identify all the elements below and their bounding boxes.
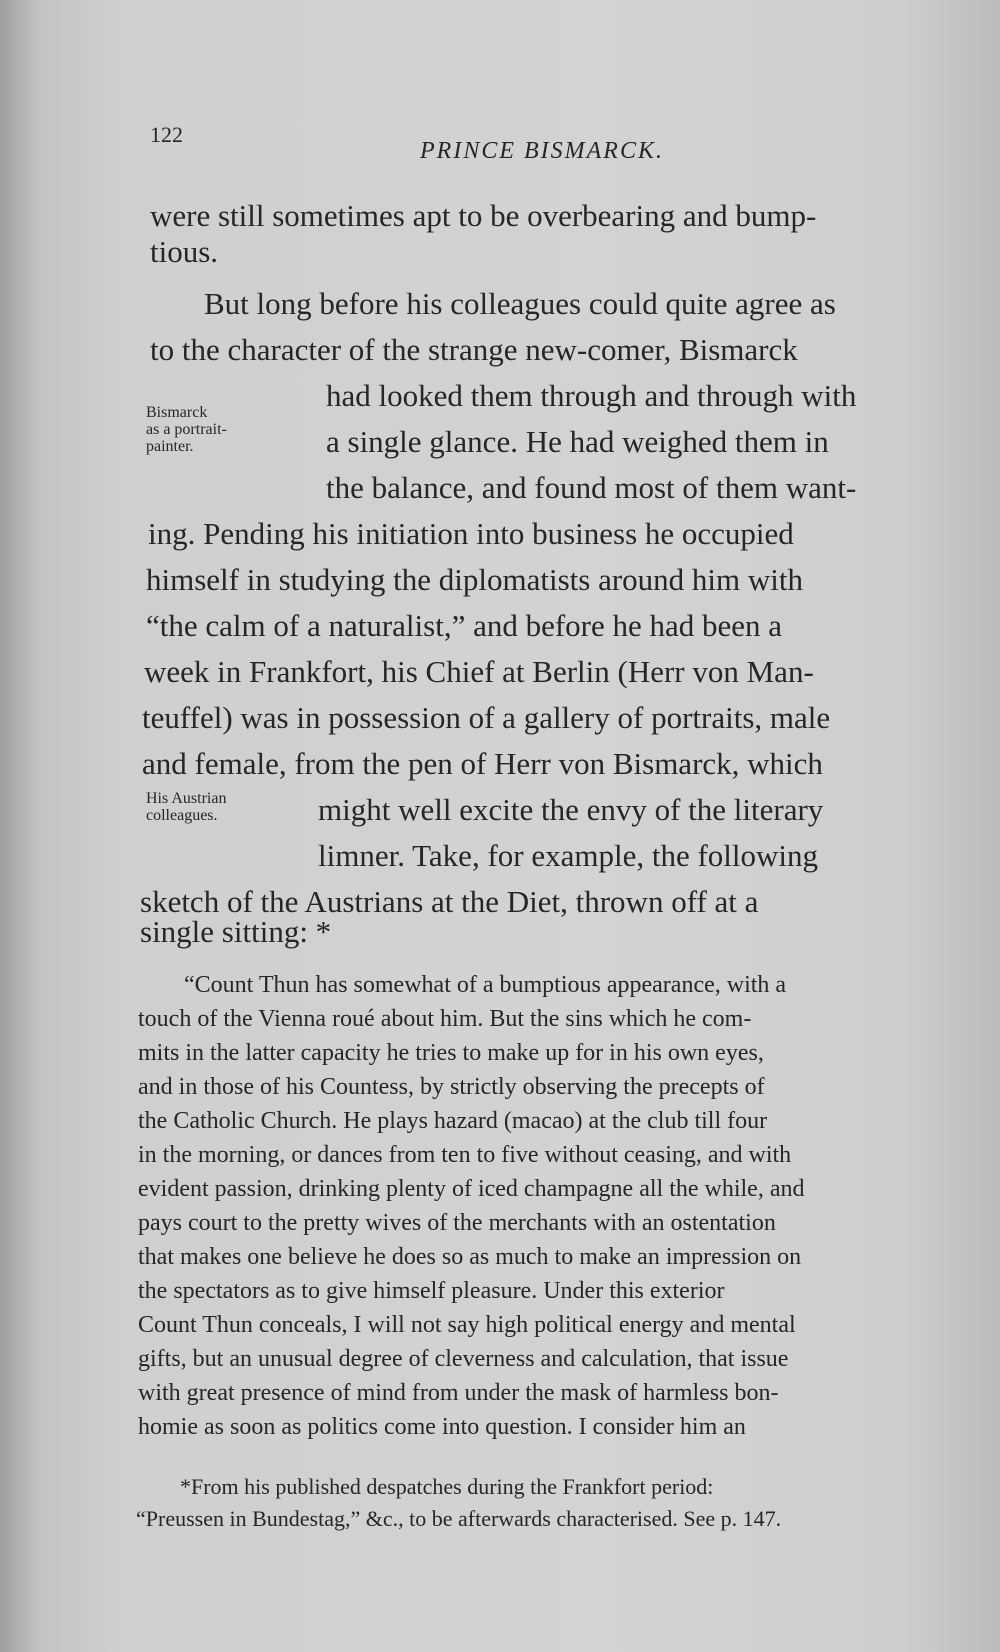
- marginal-line: as a portrait-: [146, 421, 227, 438]
- body-line: a single glance. He had weighed them in: [326, 424, 829, 459]
- body-line: single sitting: *: [140, 914, 332, 949]
- quote-line: evident passion, drinking plenty of iced champagne all the while, and: [138, 1176, 805, 1202]
- marginal-line: His Austrian: [146, 790, 227, 807]
- body-line: But long before his colleagues could quite agree as: [204, 286, 836, 321]
- body-line: and female, from the pen of Herr von Bismarck, which: [142, 746, 823, 781]
- marginal-line: Bismarck: [146, 404, 208, 421]
- quote-line: touch of the Vienna roué about him. But the sins which he com-: [138, 1006, 752, 1032]
- footnote-line: *From his published despatches during the Frankfort period:: [180, 1474, 714, 1499]
- marginal-line: painter.: [146, 438, 194, 455]
- body-line: might well excite the envy of the literary: [318, 792, 824, 827]
- quote-line: in the morning, or dances from ten to five without ceasing, and with: [138, 1142, 792, 1168]
- body-line: sketch of the Austrians at the Diet, thrown off at a: [140, 884, 759, 919]
- quote-line: the Catholic Church. He plays hazard (macao) at the club till four: [138, 1108, 768, 1134]
- quote-line: gifts, but an unusual degree of cleverness and calculation, that issue: [138, 1346, 789, 1372]
- quote-line: pays court to the pretty wives of the merchants with an ostentation: [138, 1210, 776, 1236]
- body-line: had looked them through and through with: [326, 378, 857, 413]
- quote-line: homie as soon as politics come into question. I consider him an: [138, 1414, 746, 1440]
- footnote-line: “Preussen in Bundestag,” &c., to be afterwards characterised. See p. 147.: [136, 1506, 782, 1531]
- body-line: himself in studying the diplomatists around him with: [146, 562, 803, 597]
- body-line: to the character of the strange new-comer, Bismarck: [150, 332, 798, 367]
- body-line: teuffel) was in possession of a gallery of portraits, male: [142, 700, 831, 735]
- body-line: the balance, and found most of them want-: [326, 470, 857, 505]
- quote-line: with great presence of mind from under the mask of harmless bon-: [138, 1380, 779, 1406]
- body-line: were still sometimes apt to be overbearing and bump-: [150, 198, 817, 233]
- quote-line: that makes one believe he does so as much to make an impression on: [138, 1244, 802, 1270]
- quote-line: Count Thun conceals, I will not say high political energy and mental: [138, 1312, 796, 1338]
- quote-line: and in those of his Countess, by strictly observing the precepts of: [138, 1074, 765, 1100]
- page-number: 122: [150, 122, 183, 147]
- quote-line: the spectators as to give himself pleasure. Under this exterior: [138, 1278, 725, 1304]
- body-line: tious.: [150, 234, 219, 269]
- running-head: PRINCE BISMARCK.: [420, 138, 664, 164]
- body-line: ing. Pending his initiation into business he occupied: [148, 516, 794, 551]
- marginal-line: colleagues.: [146, 807, 218, 824]
- body-line: limner. Take, for example, the following: [318, 838, 819, 873]
- quote-line: “Count Thun has somewhat of a bumptious appearance, with a: [184, 972, 787, 998]
- body-line: “the calm of a naturalist,” and before he had been a: [146, 608, 783, 643]
- body-line: week in Frankfort, his Chief at Berlin (Herr von Man-: [144, 654, 814, 689]
- quote-line: mits in the latter capacity he tries to make up for in his own eyes,: [138, 1040, 764, 1066]
